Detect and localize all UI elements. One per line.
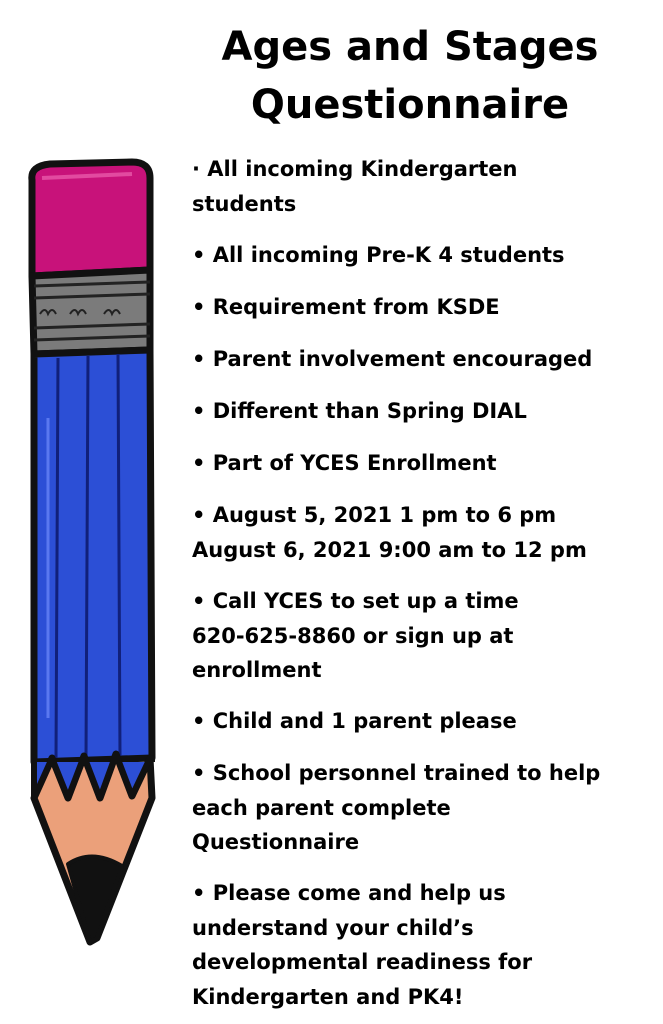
bullet-item <box>192 394 527 429</box>
bullet-item <box>192 152 518 221</box>
bullet-line: Kindergarten and PK4! <box>192 984 464 1009</box>
bullet-line: each parent complete <box>192 795 451 820</box>
bullet-line: • Requirement from KSDE <box>192 295 500 319</box>
bullet-item <box>192 342 592 377</box>
bullet-line: • August 5, 2021 1 pm to 6 pm <box>192 503 557 527</box>
bullet-item <box>192 290 500 325</box>
bullet-line: students <box>192 191 297 216</box>
bullet-line: · All incoming Kindergarten <box>192 157 518 181</box>
bullet-line: • Different than Spring DIAL <box>192 399 527 423</box>
bullet-line: • Child and 1 parent please <box>192 709 517 733</box>
bullet-item <box>192 704 517 739</box>
bullet-line: developmental readiness for <box>192 950 533 974</box>
title-line-1: Ages and Stages <box>221 24 599 70</box>
bullet-line: August 6, 2021 9:00 am to 12 pm <box>192 537 587 562</box>
bullet-line: • School personnel trained to help <box>192 761 601 785</box>
bullet-line: Questionnaire <box>192 830 360 854</box>
bullet-line: • Part of YCES Enrollment <box>192 451 497 475</box>
bullet-item <box>192 446 497 481</box>
bullet-line: understand your child’s <box>192 915 474 940</box>
page-title <box>175 18 645 134</box>
bullet-item <box>192 498 587 567</box>
pencil-body <box>34 350 152 762</box>
pencil-icon <box>22 158 162 958</box>
bullet-line: • Please come and help us <box>192 881 506 905</box>
bullet-item <box>192 756 600 860</box>
bullet-line: enrollment <box>192 658 322 682</box>
bullet-item <box>192 876 532 1014</box>
bullet-item <box>192 584 519 688</box>
bullet-line: 620-625-8860 or sign up at <box>192 623 514 648</box>
bullet-line: • Call YCES to set up a time <box>192 589 519 613</box>
bullet-item <box>192 238 565 273</box>
bullet-line: • Parent involvement encouraged <box>192 347 593 371</box>
title-line-2: Questionnaire <box>250 82 570 128</box>
bullet-line: • All incoming Pre-K 4 students <box>192 243 565 267</box>
